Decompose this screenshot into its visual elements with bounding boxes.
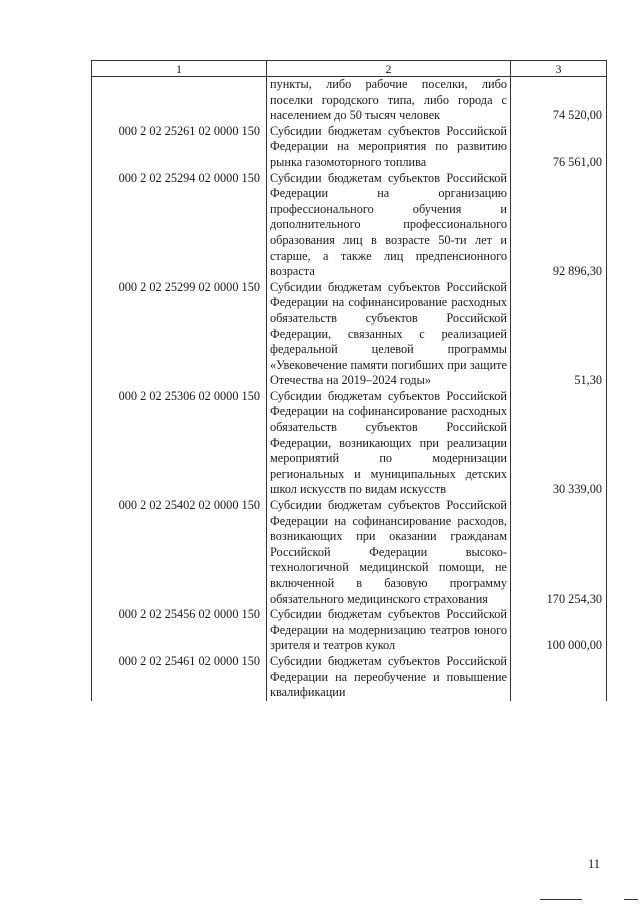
code-cell	[92, 77, 267, 124]
footer-divider	[624, 899, 638, 900]
table-row	[92, 124, 607, 171]
amount-cell: 170 254,30	[511, 498, 607, 607]
code-cell: 000 2 02 25306 02 0000 150	[92, 389, 267, 498]
table-row	[92, 280, 607, 389]
description-cell: пункты, либо рабочие поселки, либо поселки городского типа, либо города с населением до 50 тысяч человек	[267, 77, 511, 124]
table-row	[92, 607, 607, 654]
table-row	[92, 389, 607, 498]
code-cell: 000 2 02 25299 02 0000 150	[92, 280, 267, 389]
table-row	[92, 77, 607, 124]
table-row	[92, 498, 607, 607]
table-row	[92, 654, 607, 701]
description-cell: Субсидии бюджетам субъектов Российской Федерации на софинансирование расходов, возникающих при оказании гражданам Российской Федерации высокотехнологичной медицинской помощи, не включенной в базовую программу обязательного медицинского страхования	[267, 498, 511, 607]
header-row	[92, 61, 607, 77]
code-cell: 000 2 02 25402 02 0000 150	[92, 498, 267, 607]
header-col-2: 2	[267, 61, 511, 77]
amount-cell: 76 561,00	[511, 124, 607, 171]
description-cell: Субсидии бюджетам субъектов Российской Федерации на софинансирование расходных обязательств субъектов Российской Федерации, связанных с реализацией федеральной целевой программы «Увековечение памяти погибших при защите Отечества на 2019–2024 годы»	[267, 280, 511, 389]
code-cell: 000 2 02 25456 02 0000 150	[92, 607, 267, 654]
code-cell: 000 2 02 25261 02 0000 150	[92, 124, 267, 171]
page-number: 11	[588, 857, 601, 871]
amount-cell	[511, 654, 607, 701]
amount-cell: 92 896,30	[511, 171, 607, 280]
code-cell: 000 2 02 25294 02 0000 150	[92, 171, 267, 280]
description-cell: Субсидии бюджетам субъектов Российской Федерации на модернизацию театров юного зрителя и театров кукол	[267, 607, 511, 654]
amount-cell: 51,30	[511, 280, 607, 389]
description-cell: Субсидии бюджетам субъектов Российской Федерации на переобучение и повышение квалификации	[267, 654, 511, 701]
description-cell: Субсидии бюджетам субъектов Российской Федерации на мероприятия по развитию рынка газомоторного топлива	[267, 124, 511, 171]
header-col-1: 1	[92, 61, 267, 77]
table-row	[92, 171, 607, 280]
header-col-3: 3	[511, 61, 607, 77]
amount-cell: 30 339,00	[511, 389, 607, 498]
budget-table	[91, 60, 607, 701]
description-cell: Субсидии бюджетам субъектов Российской Федерации на софинансирование расходных обязательств субъектов Российской Федерации, возникающих при реализации мероприятий по модернизации региональных и муниципальных детских школ искусств по видам искусств	[267, 389, 511, 498]
amount-cell: 100 000,00	[511, 607, 607, 654]
code-cell: 000 2 02 25461 02 0000 150	[92, 654, 267, 701]
description-cell: Субсидии бюджетам субъектов Российской Федерации на организацию профессионального обучения и дополнительного профессионального образования лиц в возрасте 50-ти лет и старше, а также лиц предпенсионного возраста	[267, 171, 511, 280]
footer-divider	[540, 899, 582, 900]
amount-cell: 74 520,00	[511, 77, 607, 124]
